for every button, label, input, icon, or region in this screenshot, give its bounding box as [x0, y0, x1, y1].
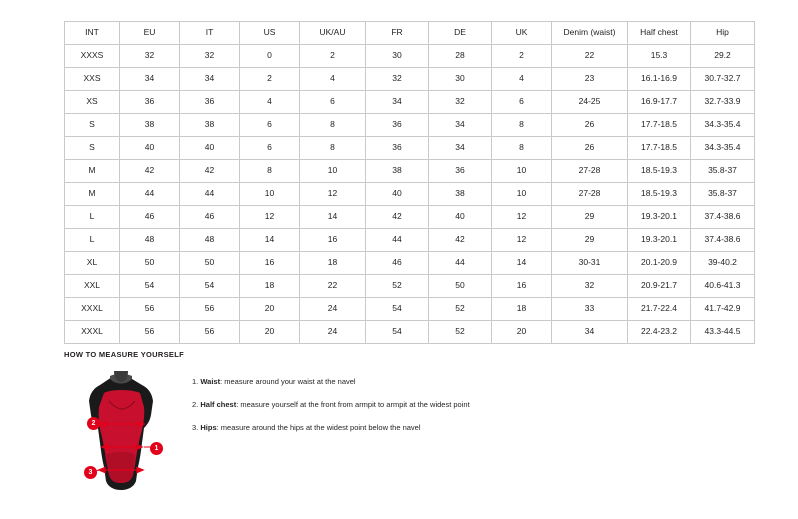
cell-uk: 10 — [492, 183, 552, 206]
column-header-fr: FR — [366, 22, 429, 45]
cell-uk-au: 8 — [300, 114, 366, 137]
cell-de: 36 — [429, 160, 492, 183]
measure-marker-2: 2 — [87, 417, 100, 430]
cell-us: 16 — [240, 252, 300, 275]
cell-hip: 34.3-35.4 — [691, 137, 755, 160]
column-header-us: US — [240, 22, 300, 45]
cell-us: 6 — [240, 114, 300, 137]
table-row — [65, 275, 755, 298]
cell-int: L — [65, 206, 120, 229]
cell-int: XXXL — [65, 298, 120, 321]
cell-eu: 36 — [120, 91, 180, 114]
cell-de: 40 — [429, 206, 492, 229]
cell-fr: 32 — [366, 68, 429, 91]
cell-fr: 54 — [366, 321, 429, 344]
cell-hip: 29.2 — [691, 45, 755, 68]
cell-hip: 32.7-33.9 — [691, 91, 755, 114]
cell-us: 12 — [240, 206, 300, 229]
cell-de: 34 — [429, 137, 492, 160]
cell-eu: 54 — [120, 275, 180, 298]
cell-it: 50 — [180, 252, 240, 275]
measure-note-waist — [192, 377, 470, 387]
column-header-hip: Hip — [691, 22, 755, 45]
measure-marker-3: 3 — [84, 466, 97, 479]
cell-uk-au: 8 — [300, 137, 366, 160]
column-header-eu: EU — [120, 22, 180, 45]
cell-uk: 6 — [492, 91, 552, 114]
cell-denim-waist: 34 — [552, 321, 628, 344]
cell-hip: 37.4-38.6 — [691, 206, 755, 229]
table-row — [65, 114, 755, 137]
table-row — [65, 160, 755, 183]
measure-marker-1: 1 — [150, 442, 163, 455]
cell-int: L — [65, 229, 120, 252]
cell-fr: 54 — [366, 298, 429, 321]
cell-uk-au: 22 — [300, 275, 366, 298]
table-row — [65, 229, 755, 252]
cell-eu: 44 — [120, 183, 180, 206]
cell-denim-waist: 22 — [552, 45, 628, 68]
measure-note-text: : measure yourself at the front from armpit to armpit at the widest point — [236, 399, 470, 409]
measure-note-term: Hips — [200, 422, 217, 432]
cell-int: M — [65, 160, 120, 183]
cell-half-chest: 16.9-17.7 — [628, 91, 691, 114]
cell-eu: 56 — [120, 321, 180, 344]
cell-hip: 43.3-44.5 — [691, 321, 755, 344]
cell-de: 38 — [429, 183, 492, 206]
cell-de: 28 — [429, 45, 492, 68]
table-row — [65, 298, 755, 321]
cell-int: S — [65, 114, 120, 137]
cell-half-chest: 15.3 — [628, 45, 691, 68]
cell-uk: 12 — [492, 206, 552, 229]
cell-it: 56 — [180, 321, 240, 344]
cell-half-chest: 17.7-18.5 — [628, 114, 691, 137]
cell-uk: 14 — [492, 252, 552, 275]
table-row — [65, 321, 755, 344]
cell-denim-waist: 29 — [552, 206, 628, 229]
measure-note-term: Half chest — [200, 399, 237, 409]
cell-de: 50 — [429, 275, 492, 298]
cell-eu: 32 — [120, 45, 180, 68]
cell-uk-au: 14 — [300, 206, 366, 229]
cell-de: 52 — [429, 298, 492, 321]
cell-de: 42 — [429, 229, 492, 252]
cell-eu: 46 — [120, 206, 180, 229]
cell-half-chest: 20.1-20.9 — [628, 252, 691, 275]
cell-fr: 36 — [366, 114, 429, 137]
cell-fr: 38 — [366, 160, 429, 183]
column-header-it: IT — [180, 22, 240, 45]
cell-it: 46 — [180, 206, 240, 229]
cell-denim-waist: 27-28 — [552, 160, 628, 183]
column-header-half-chest: Half chest — [628, 22, 691, 45]
cell-it: 56 — [180, 298, 240, 321]
column-header-uk-au: UK/AU — [300, 22, 366, 45]
how-to-measure-section — [64, 350, 734, 501]
cell-us: 8 — [240, 160, 300, 183]
column-header-de: DE — [429, 22, 492, 45]
cell-fr: 40 — [366, 183, 429, 206]
cell-de: 44 — [429, 252, 492, 275]
cell-us: 0 — [240, 45, 300, 68]
cell-us: 14 — [240, 229, 300, 252]
cell-de: 34 — [429, 114, 492, 137]
cell-hip: 41.7-42.9 — [691, 298, 755, 321]
measure-note-hips — [192, 423, 470, 433]
mannequin-illustration — [64, 371, 184, 501]
cell-half-chest: 16.1-16.9 — [628, 68, 691, 91]
cell-int: XXL — [65, 275, 120, 298]
cell-hip: 30.7-32.7 — [691, 68, 755, 91]
cell-uk: 20 — [492, 321, 552, 344]
cell-fr: 30 — [366, 45, 429, 68]
cell-hip: 35.8-37 — [691, 183, 755, 206]
cell-us: 10 — [240, 183, 300, 206]
cell-it: 48 — [180, 229, 240, 252]
measure-instructions — [184, 371, 470, 445]
cell-it: 36 — [180, 91, 240, 114]
cell-uk: 2 — [492, 45, 552, 68]
cell-uk-au: 24 — [300, 321, 366, 344]
cell-denim-waist: 27-28 — [552, 183, 628, 206]
column-header-denim-waist: Denim (waist) — [552, 22, 628, 45]
column-header-int: INT — [65, 22, 120, 45]
cell-uk: 12 — [492, 229, 552, 252]
cell-uk-au: 24 — [300, 298, 366, 321]
cell-uk: 8 — [492, 114, 552, 137]
cell-us: 20 — [240, 298, 300, 321]
cell-eu: 48 — [120, 229, 180, 252]
cell-us: 6 — [240, 137, 300, 160]
cell-it: 42 — [180, 160, 240, 183]
measure-note-text: : measure around the hips at the widest point below the navel — [216, 422, 421, 432]
cell-uk: 8 — [492, 137, 552, 160]
cell-fr: 34 — [366, 91, 429, 114]
cell-it: 44 — [180, 183, 240, 206]
table-row — [65, 91, 755, 114]
cell-half-chest: 20.9-21.7 — [628, 275, 691, 298]
cell-denim-waist: 26 — [552, 137, 628, 160]
table-row — [65, 68, 755, 91]
measure-note-index: 3. — [192, 422, 199, 432]
cell-half-chest: 17.7-18.5 — [628, 137, 691, 160]
cell-us: 18 — [240, 275, 300, 298]
measure-note-text: : measure around your waist at the navel — [220, 377, 356, 386]
cell-us: 2 — [240, 68, 300, 91]
cell-eu: 42 — [120, 160, 180, 183]
cell-denim-waist: 26 — [552, 114, 628, 137]
cell-denim-waist: 32 — [552, 275, 628, 298]
cell-de: 52 — [429, 321, 492, 344]
measure-note-half-chest — [192, 400, 470, 410]
cell-half-chest: 19.3-20.1 — [628, 206, 691, 229]
cell-eu: 34 — [120, 68, 180, 91]
cell-fr: 42 — [366, 206, 429, 229]
cell-half-chest: 22.4-23.2 — [628, 321, 691, 344]
table-row — [65, 183, 755, 206]
cell-half-chest: 18.5-19.3 — [628, 160, 691, 183]
cell-half-chest: 21.7-22.4 — [628, 298, 691, 321]
cell-uk-au: 12 — [300, 183, 366, 206]
table-row — [65, 252, 755, 275]
cell-denim-waist: 30-31 — [552, 252, 628, 275]
cell-int: XXXS — [65, 45, 120, 68]
cell-denim-waist: 23 — [552, 68, 628, 91]
cell-it: 34 — [180, 68, 240, 91]
table-row — [65, 206, 755, 229]
cell-int: XL — [65, 252, 120, 275]
cell-de: 30 — [429, 68, 492, 91]
cell-hip: 35.8-37 — [691, 160, 755, 183]
cell-uk: 4 — [492, 68, 552, 91]
cell-it: 54 — [180, 275, 240, 298]
cell-hip: 37.4-38.6 — [691, 229, 755, 252]
cell-half-chest: 19.3-20.1 — [628, 229, 691, 252]
cell-it: 38 — [180, 114, 240, 137]
how-to-measure-title: HOW TO MEASURE YOURSELF — [64, 350, 184, 359]
cell-denim-waist: 33 — [552, 298, 628, 321]
table-header-row — [65, 22, 755, 45]
cell-us: 4 — [240, 91, 300, 114]
cell-uk: 18 — [492, 298, 552, 321]
cell-it: 32 — [180, 45, 240, 68]
cell-hip: 40.6-41.3 — [691, 275, 755, 298]
cell-eu: 40 — [120, 137, 180, 160]
cell-uk-au: 18 — [300, 252, 366, 275]
cell-eu: 56 — [120, 298, 180, 321]
cell-int: XXXL — [65, 321, 120, 344]
size-chart-container — [64, 21, 741, 344]
cell-uk: 16 — [492, 275, 552, 298]
mannequin-figure — [64, 371, 184, 501]
cell-denim-waist: 29 — [552, 229, 628, 252]
cell-int: M — [65, 183, 120, 206]
cell-eu: 38 — [120, 114, 180, 137]
size-chart-table — [64, 21, 755, 344]
measure-note-term: Waist — [200, 377, 221, 386]
cell-fr: 46 — [366, 252, 429, 275]
cell-uk-au: 6 — [300, 91, 366, 114]
cell-half-chest: 18.5-19.3 — [628, 183, 691, 206]
cell-uk-au: 16 — [300, 229, 366, 252]
cell-eu: 50 — [120, 252, 180, 275]
cell-fr: 36 — [366, 137, 429, 160]
measure-note-index: 1. — [192, 377, 199, 386]
cell-uk-au: 2 — [300, 45, 366, 68]
cell-us: 20 — [240, 321, 300, 344]
table-row — [65, 45, 755, 68]
cell-hip: 39-40.2 — [691, 252, 755, 275]
cell-uk-au: 10 — [300, 160, 366, 183]
cell-int: XXS — [65, 68, 120, 91]
cell-fr: 52 — [366, 275, 429, 298]
how-to-measure-body — [64, 371, 734, 501]
cell-int: S — [65, 137, 120, 160]
cell-int: XS — [65, 91, 120, 114]
cell-it: 40 — [180, 137, 240, 160]
cell-de: 32 — [429, 91, 492, 114]
cell-uk: 10 — [492, 160, 552, 183]
table-row — [65, 137, 755, 160]
column-header-uk: UK — [492, 22, 552, 45]
cell-hip: 34.3-35.4 — [691, 114, 755, 137]
cell-fr: 44 — [366, 229, 429, 252]
cell-denim-waist: 24-25 — [552, 91, 628, 114]
cell-uk-au: 4 — [300, 68, 366, 91]
measure-note-index: 2. — [192, 399, 199, 409]
